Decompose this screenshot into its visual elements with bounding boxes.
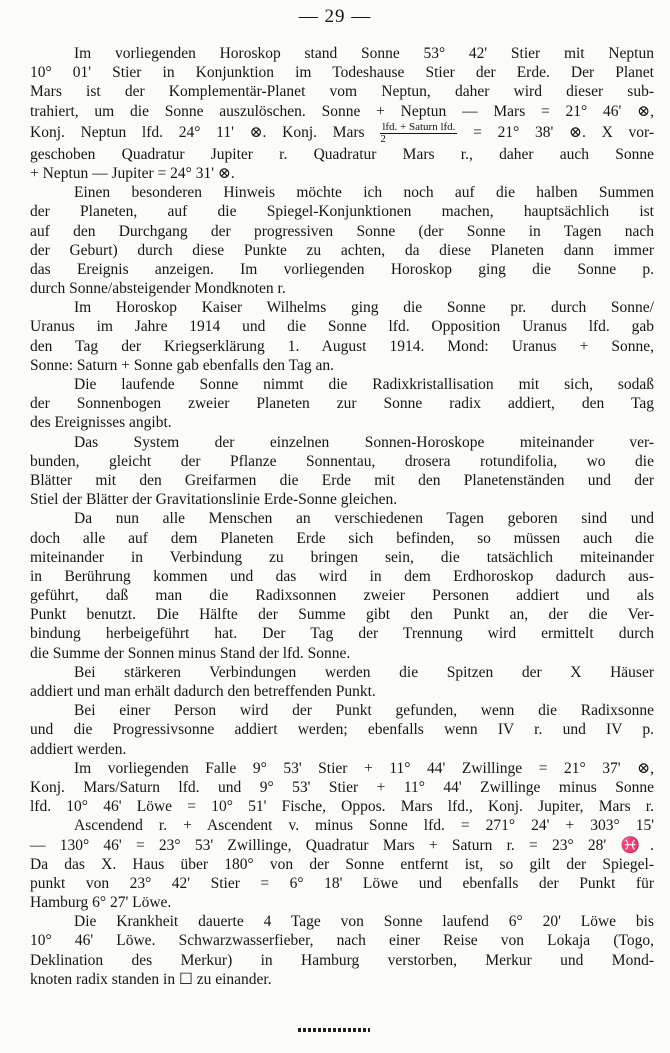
text-line: des Ereignisses angibt. [30,414,172,432]
text-line: Stiel der Blätter der Gravitationslinie Erde-Sonne gleichen. [30,491,398,509]
text-line: addiert werden. [30,740,127,758]
text-line: 10° 01' Stier in Konjunktion im Todeshause Stier der Erde. Der Planet [30,64,654,82]
text-line: die Summe der Sonnen minus Stand der lfd. Sonne. [30,644,351,662]
page-number: — 29 — [298,6,372,27]
text-line: lfd. 10° 46' Löwe = 10° 51' Fische, Oppos. Mars lfd., Konj. Jupiter, Mars r. [30,798,654,816]
text-line: Im vorliegenden Falle 9° 53' Stier + 11° 44' Zwillinge = 21° 37' ⊗, [74,759,654,777]
text-line: Da das X. Haus über 180° von der Sonne entfernt ist, so gilt der Spiegel- [30,855,654,873]
text-line: Uranus im Jahre 1914 und die Sonne lfd. Opposition Uranus lfd. gab [30,318,654,336]
text-line: und die Progressivsonne addiert werden; ebenfalls wenn IV r. und IV p. [30,721,654,739]
text-line: den Tag der Kriegserklärung 1. August 1914. Mond: Uranus + Sonne, [30,337,654,355]
text-line: trahiert, um die Sonne auszulöschen. Sonne + Neptun — Mars = 21° 46' ⊗, [30,102,654,120]
text-line: in Berührung kommen und das wird in dem Erdhoroskop dadurch aus- [30,567,654,585]
fraction-line-after: = 21° 38' ⊗. X vor- [473,123,655,141]
text-line: knoten radix standen in ☐ zu einander. [30,970,272,988]
text-line: addiert und man erhält dadurch den betreffenden Punkt. [30,683,376,700]
text-line: doch alle auf dem Planeten Erde sich befinden, so müssen auch die [30,529,654,547]
text-line: Im vorliegenden Horoskop stand Sonne 53° 42' Stier mit Neptun [74,45,654,62]
text-line: punkt von 23° 42' Stier = 6° 18' Löwe und ebenfalls der Punkt für [30,874,654,892]
text-line: Bei einer Person wird der Punkt gefunden, wenn die Radixsonne [74,702,654,720]
end-ornament-rule [298,1028,370,1032]
text-line: Die laufende Sonne nimmt die Radixkristallisation mit sich, sodaß [74,376,654,393]
text-line: Deklination des Merkur) in Hamburg verstorben, Merkur und Mond- [30,951,654,969]
text-line: bindung herbeigeführt hat. Der Tag der Trennung wird ermittelt durch [30,625,654,643]
text-line: Bei stärkeren Verbindungen werden die Spitzen der X Häuser [74,663,654,681]
text-line: geführt, daß man die Radixsonnen zweier Personen addiert und als [30,587,654,605]
body-text [30,44,654,989]
text-line: der Geburt) durch diese Punkte zu achten, da diese Planeten dann immer [30,241,654,259]
text-line: geschoben Quadratur Jupiter r. Quadratur Mars r., daher auch Sonne [30,145,654,163]
fraction-line-before: Konj. Neptun lfd. 24° 11' ⊗. Konj. Mars [30,123,365,141]
fraction-numerator: lfd. + Saturn lfd. [382,120,456,133]
text-line: 10° 46' Löwe. Schwarzwasserfieber, nach einer Reise von Lokaja (Togo, [30,932,654,950]
text-line: + Neptun — Jupiter = 24° 31' ⊗. [30,164,235,182]
text-line: Punkt benutzt. Die Hälfte der Summe gibt den Punkt an, der die Ver- [30,606,654,624]
text-line: Konj. Mars/Saturn lfd. und 9° 53' Stier + 11° 44' Zwillinge minus Sonne [30,778,654,796]
text-line: bunden, gleicht der Pflanze Sonnentau, drosera rotundifolia, wo die [30,452,654,470]
text-line: Die Krankheit dauerte 4 Tage von Sonne laufend 6° 20' Löwe bis [74,913,654,931]
fraction-denominator: 2 [380,132,386,145]
text-line: Da nun alle Menschen an verschiedenen Tagen geboren sind und [74,510,654,528]
text-line: miteinander in Verbindung zu bringen sein, die tatsächlich miteinander [30,548,654,566]
text-line: Blätter mit den Greifarmen die Erde mit den Planetenständen und der [30,471,654,489]
text-line: Das System der einzelnen Sonnen-Horoskope miteinander ver- [74,433,654,451]
fraction-text-line [30,121,654,145]
text-line: Im Horoskop Kaiser Wilhelms ging die Sonne pr. durch Sonne/ [74,299,654,317]
text-line: — 130° 46' = 23° 53' Zwillinge, Quadratur Mars + Saturn r. = 23° 28' ♓. [30,836,654,854]
text-line: durch Sonne/absteigender Mondknoten r. [30,280,286,298]
text-line: Sonne: Saturn + Sonne gab ebenfalls den Tag an. [30,356,334,374]
text-line: Einen besonderen Hinweis möchte ich noch auf die halben Summen [74,184,654,202]
text-line: Hamburg 6° 27' Löwe. [30,894,172,912]
text-line: auf den Durchgang der progressiven Sonne (der Sonne in Tagen nach [30,222,654,240]
text-line: der Sonnenbogen zweier Planeten zur Sonne radix addiert, den Tag [30,395,654,413]
text-line: Mars ist der Komplementär-Planet vom Neptun, daher wird dieser sub- [30,83,654,101]
text-line: das Ereignis anzeigen. Im vorliegenden Horoskop ging die Sonne p. [30,260,654,278]
fraction [380,122,457,145]
text-line: Ascendend r. + Ascendent v. minus Sonne lfd. = 271° 24' + 303° 15' [74,817,654,835]
text-line: der Planeten, auf die Spiegel-Konjunktionen machen, hauptsächlich ist [30,203,654,221]
